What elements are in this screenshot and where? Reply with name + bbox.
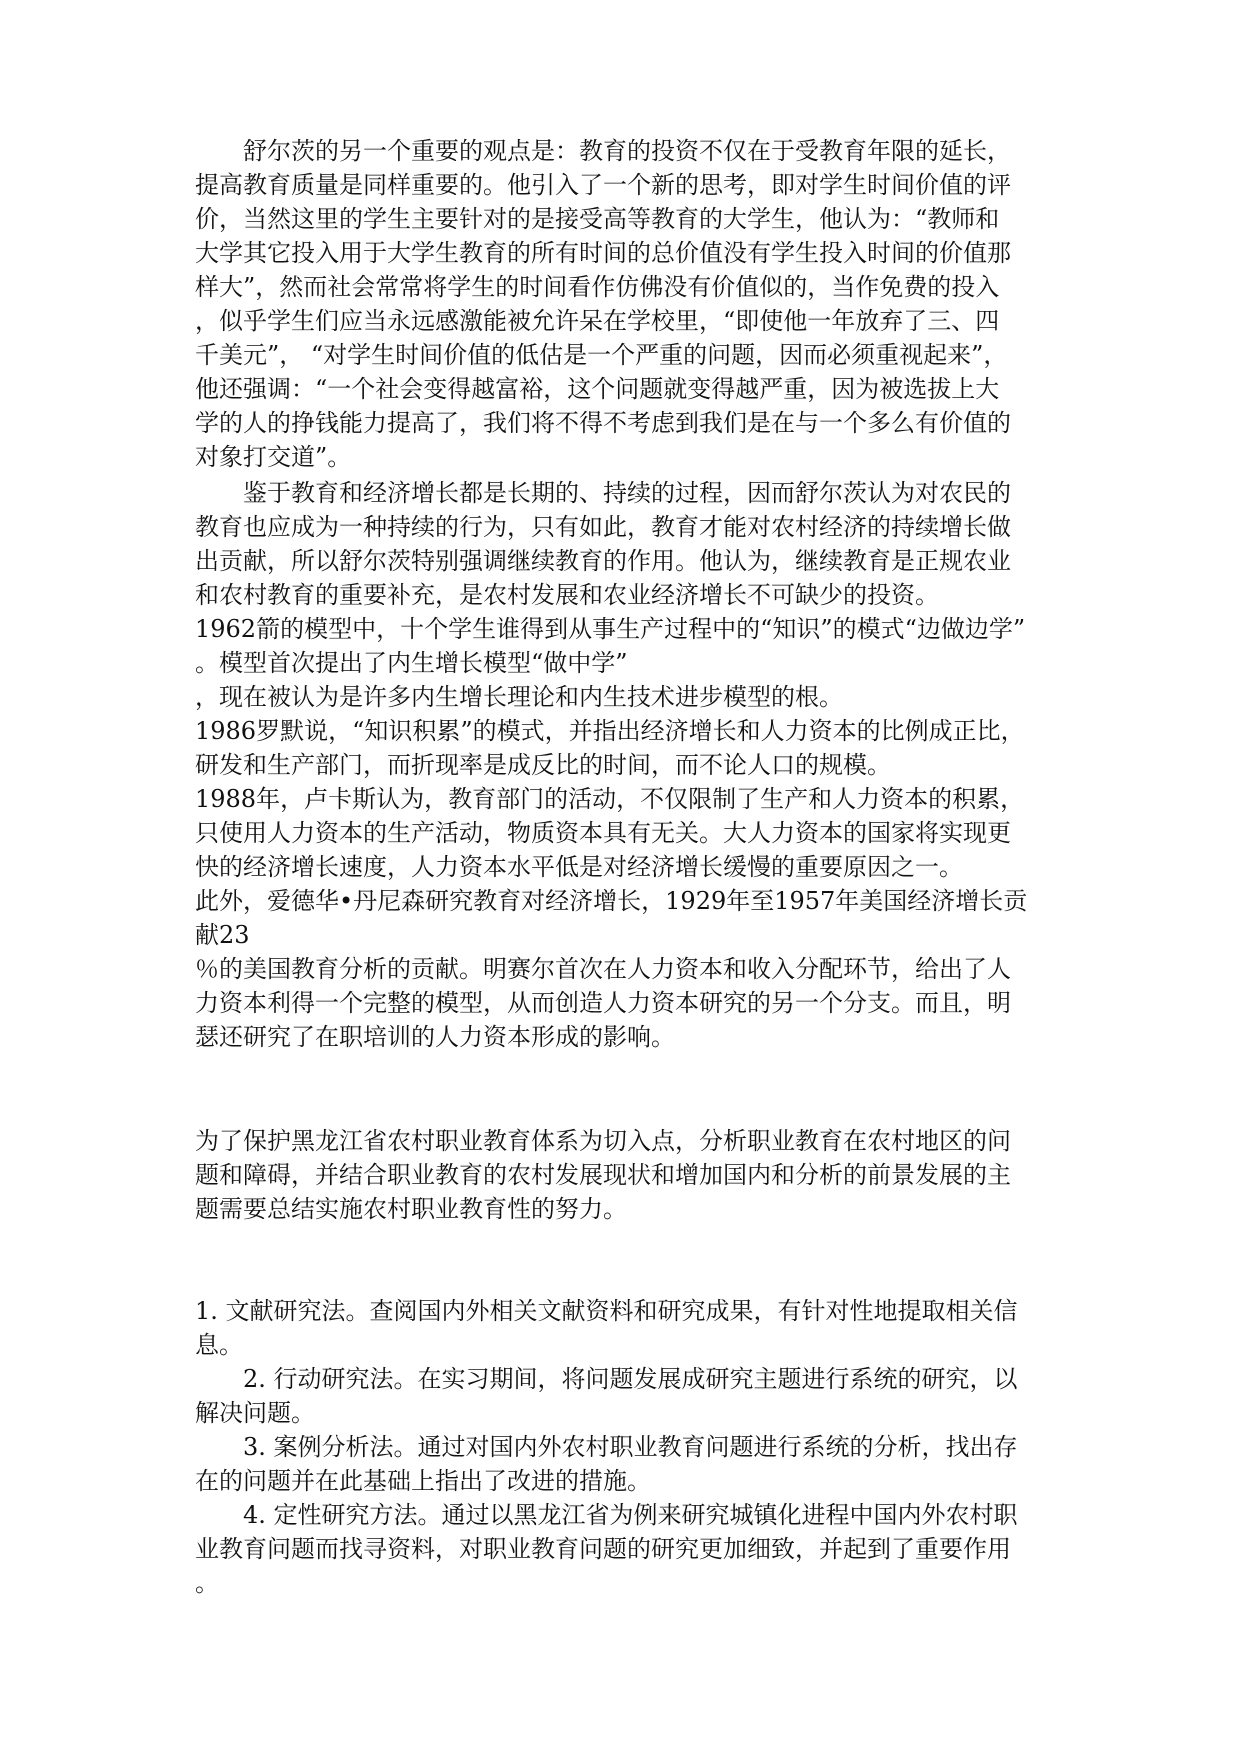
- paragraph-line: 1986罗默说，“知识积累”的模式，并指出经济增长和人力资本的比例成正比，: [195, 717, 1025, 745]
- paragraph-line: 为了保护黑龙江省农村职业教育体系为切入点，分析职业教育在农村地区的问: [195, 1127, 1011, 1155]
- paragraph-line: 力资本利得一个完整的模型，从而创造人力资本研究的另一个分支。而且，明: [195, 989, 1011, 1017]
- method-item-line: 3. 案例分析法。通过对国内外农村职业教育问题进行系统的分析，找出存: [243, 1433, 1018, 1461]
- method-item-line: 4. 定性研究方法。通过以黑龙江省为例来研究城镇化进程中国内外农村职: [243, 1501, 1018, 1529]
- paragraph-line: 大学其它投入用于大学生教育的所有时间的总价值没有学生投入时间的价值那: [195, 239, 1011, 267]
- paragraph-line: ％的美国教育分析的贡献。明赛尔首次在人力资本和收入分配环节，给出了人: [195, 955, 1011, 983]
- paragraph-line: 题需要总结实施农村职业教育性的努力。: [195, 1195, 627, 1223]
- paragraph-line: 对象打交道”。: [195, 443, 352, 471]
- method-item-line: 2. 行动研究法。在实习期间，将问题发展成研究主题进行系统的研究，以: [243, 1365, 1018, 1393]
- paragraph-line: 题和障碍，并结合职业教育的农村发展现状和增加国内和分析的前景发展的主: [195, 1161, 1011, 1189]
- paragraph-line: 和农村教育的重要补充，是农村发展和农业经济增长不可缺少的投资。: [195, 581, 939, 609]
- method-item-line: 在的问题并在此基础上指出了改进的措施。: [195, 1467, 651, 1495]
- paragraph-line: 研发和生产部门，而折现率是成反比的时间，而不论人口的规模。: [195, 751, 891, 779]
- paragraph-line: 学的人的挣钱能力提高了，我们将不得不考虑到我们是在与一个多么有价值的: [195, 409, 1011, 437]
- paragraph-line: 教育也应成为一种持续的行为，只有如此，教育才能对农村经济的持续增长做: [195, 513, 1011, 541]
- method-item-line: 。: [195, 1569, 219, 1597]
- paragraph-line: ，似乎学生们应当永远感激能被允许呆在学校里，“即使他一年放弃了三、四: [195, 307, 1000, 335]
- paragraph-line: 只使用人力资本的生产活动，物质资本具有无关。大人力资本的国家将实现更: [195, 819, 1011, 847]
- method-item-line: 业教育问题而找寻资料，对职业教育问题的研究更加细致，并起到了重要作用: [195, 1535, 1011, 1563]
- paragraph-line: 瑟还研究了在职培训的人力资本形成的影响。: [195, 1023, 675, 1051]
- paragraph-line: 他还强调：“一个社会变得越富裕，这个问题就变得越严重，因为被选拔上大: [195, 375, 1000, 403]
- paragraph-line: 千美元”， “对学生时间价值的低估是一个严重的问题，因而必须重视起来”，: [195, 341, 1008, 369]
- method-item-line: 息。: [195, 1331, 243, 1359]
- paragraph-line: 提高教育质量是同样重要的。他引入了一个新的思考，即对学生时间价值的评: [195, 171, 1011, 199]
- paragraph-line: 舒尔茨的另一个重要的观点是：教育的投资不仅在于受教育年限的延长，: [243, 137, 1011, 165]
- paragraph-line: 1962箭的模型中，十个学生谁得到从事生产过程中的“知识”的模式“边做边学”: [195, 615, 1026, 643]
- method-item-line: 解决问题。: [195, 1399, 315, 1427]
- method-item-line: 1. 文献研究法。查阅国内外相关文献资料和研究成果，有针对性地提取相关信: [195, 1297, 1018, 1325]
- paragraph-line: 价，当然这里的学生主要针对的是接受高等教育的大学生，他认为：“教师和: [195, 205, 1000, 233]
- paragraph-line: 。模型首次提出了内生增长模型“做中学”: [195, 649, 628, 677]
- paragraph-line: 此外，爱德华•丹尼森研究教育对经济增长，1929年至1957年美国经济增长贡: [195, 887, 1028, 915]
- paragraph-line: 1988年，卢卡斯认为，教育部门的活动，不仅限制了生产和人力资本的积累，: [195, 785, 1025, 813]
- paragraph-line: 鉴于教育和经济增长都是长期的、持续的过程，因而舒尔茨认为对农民的: [243, 479, 1011, 507]
- paragraph-line: 快的经济增长速度，人力资本水平低是对经济增长缓慢的重要原因之一。: [195, 853, 963, 881]
- paragraph-line: 出贡献，所以舒尔茨特别强调继续教育的作用。他认为，继续教育是正规农业: [195, 547, 1011, 575]
- paragraph-line: 样大”，然而社会常常将学生的时间看作仿佛没有价值似的，当作免费的投入: [195, 273, 1000, 301]
- paragraph-line: ，现在被认为是许多内生增长理论和内生技术进步模型的根。: [195, 683, 843, 711]
- paragraph-line: 献23: [195, 921, 250, 949]
